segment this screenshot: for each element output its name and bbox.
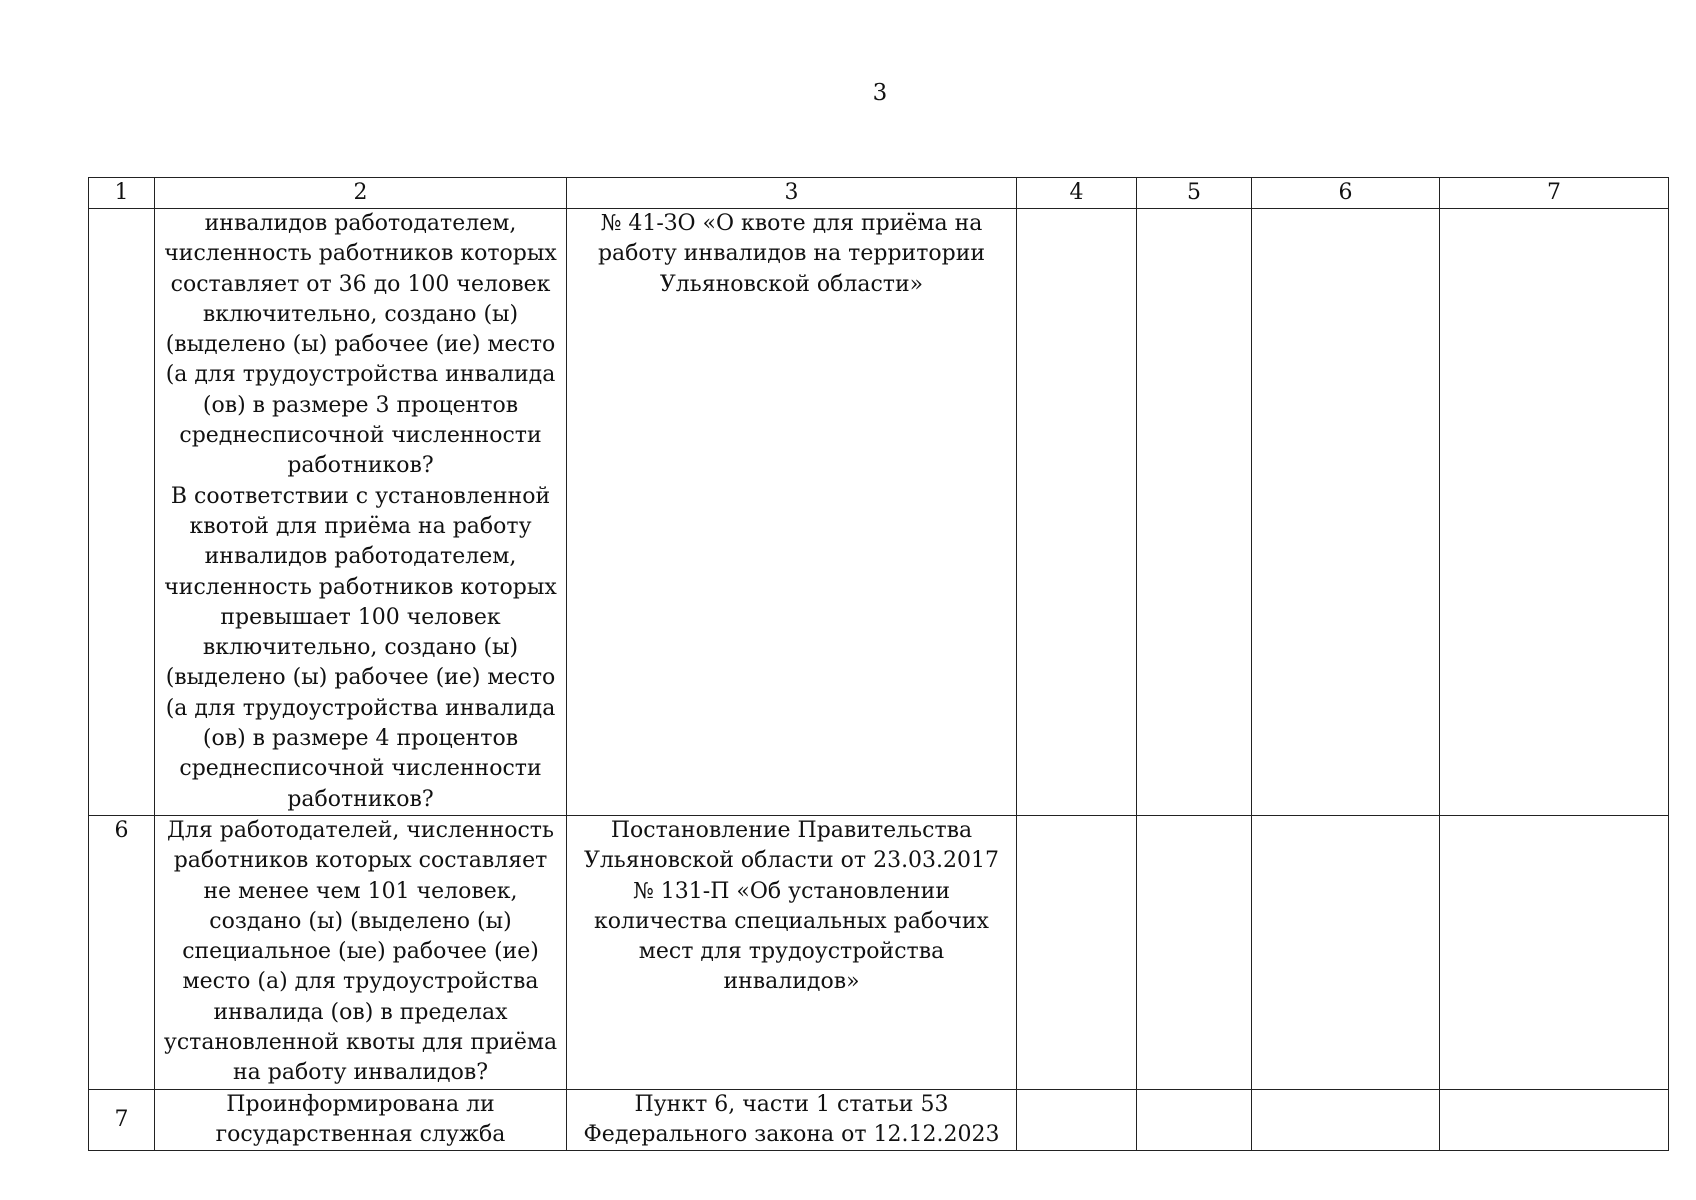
answer-cell-5 <box>1137 1089 1252 1151</box>
question-cell <box>155 815 567 1089</box>
answer-cell-6 <box>1252 1089 1440 1151</box>
answer-cell-4 <box>1017 1089 1137 1151</box>
legal-basis-cell <box>567 815 1017 1089</box>
table-row <box>89 1089 1669 1151</box>
answer-cell-6 <box>1252 209 1440 816</box>
checklist-table <box>88 177 1669 1151</box>
page-number: 3 <box>872 80 888 106</box>
header-col-1: 1 <box>89 178 155 209</box>
question-cell <box>155 209 567 816</box>
table-row <box>89 209 1669 816</box>
answer-cell-7 <box>1440 209 1669 816</box>
legal-basis-cell <box>567 1089 1017 1151</box>
legal-basis-text: Пункт 6, части 1 статьи 53 Федерального закона от 12.12.2023 <box>583 1091 1000 1147</box>
header-col-7: 7 <box>1440 178 1669 209</box>
legal-basis-text: № 41-ЗО «О квоте для приёма на работу инвалидов на территории Ульяновской области» <box>597 211 986 297</box>
header-col-5: 5 <box>1137 178 1252 209</box>
answer-cell-4 <box>1017 209 1137 816</box>
row-number: 6 <box>89 815 155 1089</box>
question-text: инвалидов работодателем, численность работников которых составляет от 36 до 100 человек включительно, создано (ы) (выделено (ы) рабочее (ие) место (а для трудоустройства инвалида (ов) в размере 3 процентов среднесписочной численности работников? В соответствии с установленной квотой для приёма на работу инвалидов работодателем, численность работников которых превышает 100 человек включительно, создано (ы) (выделено (ы) рабочее (ие) место (а для трудоустройства инвалида (ов) в размере 4 процентов среднесписочной численности работников? <box>164 211 557 812</box>
answer-cell-5 <box>1137 209 1252 816</box>
table-row <box>89 815 1669 1089</box>
header-col-2: 2 <box>155 178 567 209</box>
legal-basis-cell <box>567 209 1017 816</box>
answer-cell-7 <box>1440 1089 1669 1151</box>
answer-cell-4 <box>1017 815 1137 1089</box>
answer-cell-7 <box>1440 815 1669 1089</box>
header-row <box>89 178 1669 209</box>
legal-basis-text: Постановление Правительства Ульяновской области от 23.03.2017 № 131-П «Об установлении количества специальных рабочих мест для трудоустройства инвалидов» <box>583 817 1000 995</box>
question-text: Проинформирована ли государственная служба <box>215 1091 506 1147</box>
header-col-6: 6 <box>1252 178 1440 209</box>
answer-cell-6 <box>1252 815 1440 1089</box>
header-col-3: 3 <box>567 178 1017 209</box>
answer-cell-5 <box>1137 815 1252 1089</box>
row-number: 7 <box>89 1089 155 1151</box>
question-text: Для работодателей, численность работников которых составляет не менее чем 101 человек, создано (ы) (выделено (ы) специальное (ые) рабочее (ие) место (а) для трудоустройства инвалида (ов) в пределах установленной квоты для приёма на работу инвалидов? <box>163 817 558 1086</box>
question-cell <box>155 1089 567 1151</box>
header-col-4: 4 <box>1017 178 1137 209</box>
row-number <box>89 209 155 816</box>
